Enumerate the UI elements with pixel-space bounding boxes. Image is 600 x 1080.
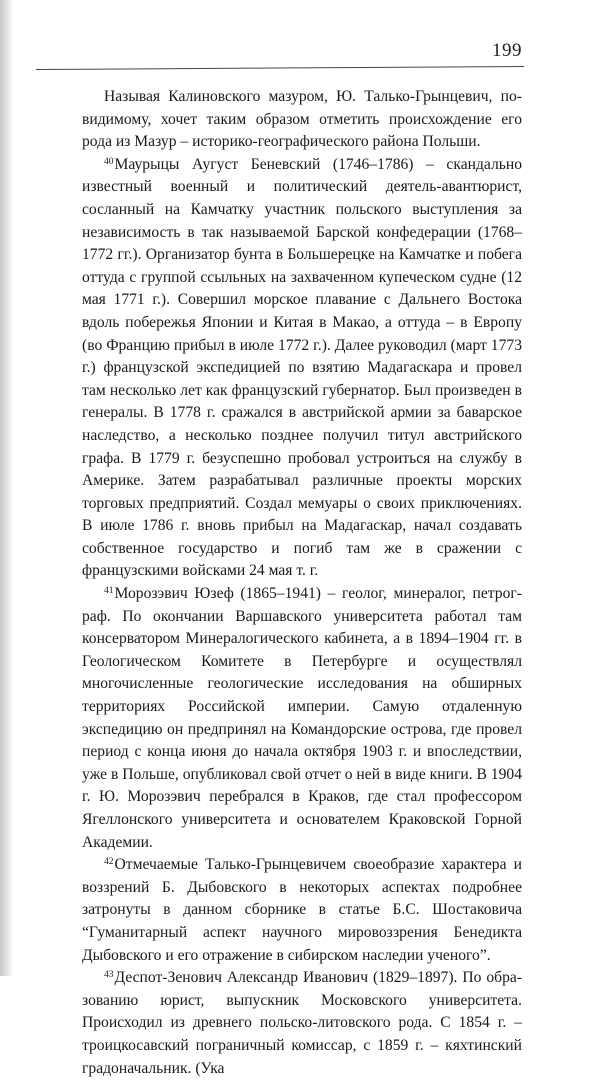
footnote-42 <box>82 854 522 967</box>
footnote-number: 41 <box>104 586 114 597</box>
footnote-text: Деспот-Зенович Александр Иванович (1829–1897). По образованию юрист, выпускник Московского университета. Происходил из древнего польско-литовского рода. С 1854 г. – троицкосавский пограничный комиссар, с 1859 г. – кяхтинский градоначальник. (Ука <box>82 969 522 1077</box>
footnote-text: Маурыцы Аугуст Беневский (1746–1786) – скандально известный военный и политический деятель-авантюрист, сосланный на Камчатку участник польского выступления за независимость в так называемой Барской конфедерации (1768–1772 гг.). Организатор бунта в Большерецке на Камчатке и побега оттуда с группой ссыльных на захваченном купеческом судне (12 мая 1771 г.). Совершил морское плавание с Дальнего Востока вдоль побережья Японии и Китая в Макао, а оттуда – в Европу (во Францию прибыл в июле 1772 г.). Далее руководил (март 1773 г.) французской экспедицией по взятию Мадагаскара и провел там несколько лет как французский губернатор. Был произведен в генералы. В 1778 г. сражался в австрийской армии за баварское наследство, а несколько позднее получил титул австрийского графа. В 1779 г. безуспешно пробовал устроиться на службу в Америке. Затем разрабатывал различные проекты морских торговых предприятий. Создал мемуары о своих приключениях. В июле 1786 г. вновь прибыл на Мадагаскар, начал создавать собственное государство и погиб там же в сражении с французскими войсками 24 мая т. г. <box>82 155 522 580</box>
footnote-number: 43 <box>104 970 114 981</box>
footnote-number: 42 <box>104 857 114 868</box>
footnote-40 <box>82 154 522 583</box>
header-rule <box>36 66 524 70</box>
footnote-41 <box>82 583 522 854</box>
page-number: 199 <box>492 40 522 61</box>
footnote-number: 40 <box>104 156 114 167</box>
text-body <box>82 86 522 1080</box>
footnote-text: Морозэвич Юзеф (1865–1941) – геолог, минералог, петрограф. По окончании Варшавского университета работал там консерватором Минералогического кабинета, а в 1894–1904 гг. в Геологическом Комитете в Петербурге и осуществлял многочисленные геологические исследования на обширных территориях Российской империи. Самую отдаленную экспедицию он предпринял на Командорские острова, где провел период с конца июня до начала октября 1903 г. и впоследствии, уже в Польше, опубликовал свой отчет о ней в виде книги. В 1904 г. Ю. Морозэвич перебрался в Краков, где стал профессором Ягеллонского университета и основателем Краковской Горной Академии. <box>82 585 522 851</box>
paragraph-text: Называя Калиновского мазуром, Ю. Талько-Грынцевич, повидимому, хочет таким образом отметить происхождение его рода из Мазур – историко-географического района Польши. <box>82 88 522 151</box>
footnote-text: Отмечаемые Талько-Грынцевичем своеобразие характера и воззрений Б. Дыбовского в некоторых аспектах подробнее затронуты в данном сборнике в статье Б.С. Шостаковича “Гуманитарный аспект научного мировоззрения Бенедикта Дыбовского и его отражение в сибирском наследии ученого”. <box>82 856 522 964</box>
paragraph-intro <box>82 86 522 154</box>
scan-shadow-edge <box>0 0 14 976</box>
footnote-43 <box>82 967 522 1080</box>
